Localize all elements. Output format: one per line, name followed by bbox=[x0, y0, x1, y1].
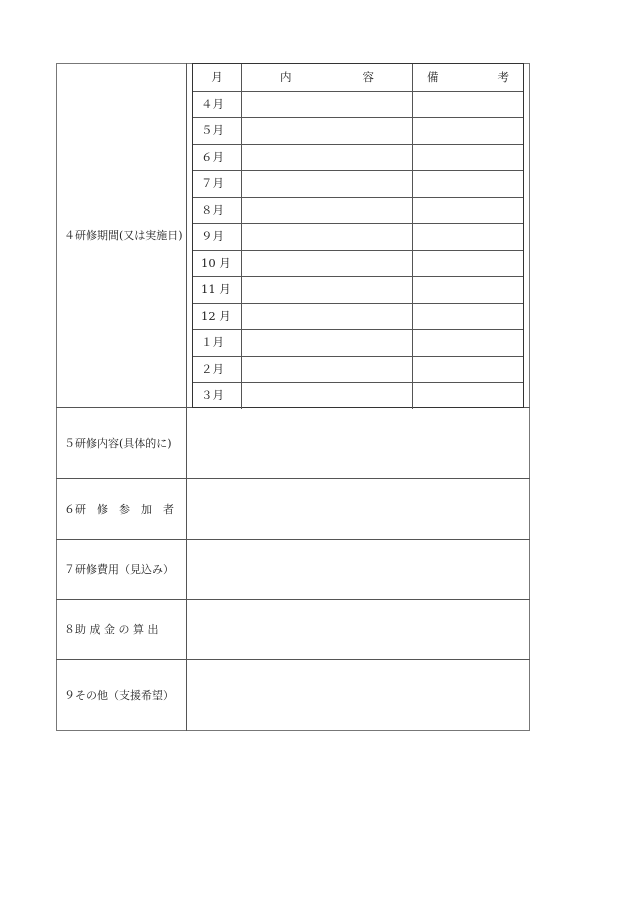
section-7-field[interactable] bbox=[187, 540, 529, 599]
month-cell: ５月 bbox=[193, 117, 242, 144]
content-cell[interactable] bbox=[242, 250, 413, 277]
schedule-row bbox=[193, 117, 523, 145]
month-cell: ４月 bbox=[193, 91, 242, 118]
content-cell[interactable] bbox=[242, 329, 413, 356]
month-cell: 10 月 bbox=[193, 250, 242, 277]
schedule-row bbox=[193, 91, 523, 119]
schedule-table bbox=[192, 63, 524, 408]
content-cell[interactable] bbox=[242, 170, 413, 197]
month-cell: 12 月 bbox=[193, 303, 242, 330]
month-cell: ２月 bbox=[193, 356, 242, 383]
section-5-field[interactable] bbox=[187, 408, 529, 478]
schedule-header-row bbox=[193, 64, 523, 92]
content-cell[interactable] bbox=[242, 276, 413, 303]
month-cell: ６月 bbox=[193, 144, 242, 171]
content-cell[interactable] bbox=[242, 197, 413, 224]
content-cell[interactable] bbox=[242, 303, 413, 330]
remarks-cell[interactable] bbox=[413, 250, 523, 277]
section-8-field[interactable] bbox=[187, 600, 529, 659]
content-cell[interactable] bbox=[242, 356, 413, 383]
content-cell[interactable] bbox=[242, 91, 413, 118]
content-cell[interactable] bbox=[242, 144, 413, 171]
schedule-row bbox=[193, 303, 523, 331]
month-cell: ７月 bbox=[193, 170, 242, 197]
remarks-cell[interactable] bbox=[413, 303, 523, 330]
section-6-label: ６研 修 参 加 者 bbox=[64, 502, 174, 516]
section-9-label: ９その他（支援希望） bbox=[64, 688, 174, 702]
header-month: 月 bbox=[193, 64, 242, 91]
header-content bbox=[242, 64, 413, 91]
remarks-cell[interactable] bbox=[413, 144, 523, 171]
section-9-field[interactable] bbox=[187, 660, 529, 730]
remarks-cell[interactable] bbox=[413, 91, 523, 118]
content-cell[interactable] bbox=[242, 117, 413, 144]
remarks-cell[interactable] bbox=[413, 276, 523, 303]
section-8-label: ８助 成 金 の 算 出 bbox=[64, 623, 159, 636]
header-content-b: 容 bbox=[362, 70, 374, 85]
header-content-a: 内 bbox=[280, 70, 292, 85]
schedule-row bbox=[193, 197, 523, 225]
month-cell: ３月 bbox=[193, 382, 242, 409]
content-cell[interactable] bbox=[242, 382, 413, 409]
remarks-cell[interactable] bbox=[413, 170, 523, 197]
month-cell: １月 bbox=[193, 329, 242, 356]
section-7-label: ７研修費用（見込み） bbox=[64, 563, 174, 576]
remarks-cell[interactable] bbox=[413, 382, 523, 409]
month-cell: ８月 bbox=[193, 197, 242, 224]
schedule-row bbox=[193, 329, 523, 357]
schedule-row bbox=[193, 144, 523, 172]
schedule-row bbox=[193, 170, 523, 198]
content-cell[interactable] bbox=[242, 223, 413, 250]
remarks-cell[interactable] bbox=[413, 197, 523, 224]
remarks-cell[interactable] bbox=[413, 117, 523, 144]
section-6-field[interactable] bbox=[187, 479, 529, 539]
schedule-row bbox=[193, 276, 523, 304]
section-4-label: ４研修期間(又は実施日) bbox=[64, 229, 183, 242]
remarks-cell[interactable] bbox=[413, 223, 523, 250]
remarks-cell[interactable] bbox=[413, 329, 523, 356]
section-5-label: ５研修内容(具体的に) bbox=[64, 436, 172, 450]
schedule-row bbox=[193, 250, 523, 278]
header-remarks bbox=[413, 64, 523, 91]
schedule-row bbox=[193, 223, 523, 251]
schedule-row bbox=[193, 382, 523, 409]
header-remarks-a: 備 bbox=[427, 70, 439, 85]
schedule-row bbox=[193, 356, 523, 384]
month-cell: 11 月 bbox=[193, 276, 242, 303]
header-remarks-b: 考 bbox=[497, 70, 509, 85]
month-cell: ９月 bbox=[193, 223, 242, 250]
remarks-cell[interactable] bbox=[413, 356, 523, 383]
